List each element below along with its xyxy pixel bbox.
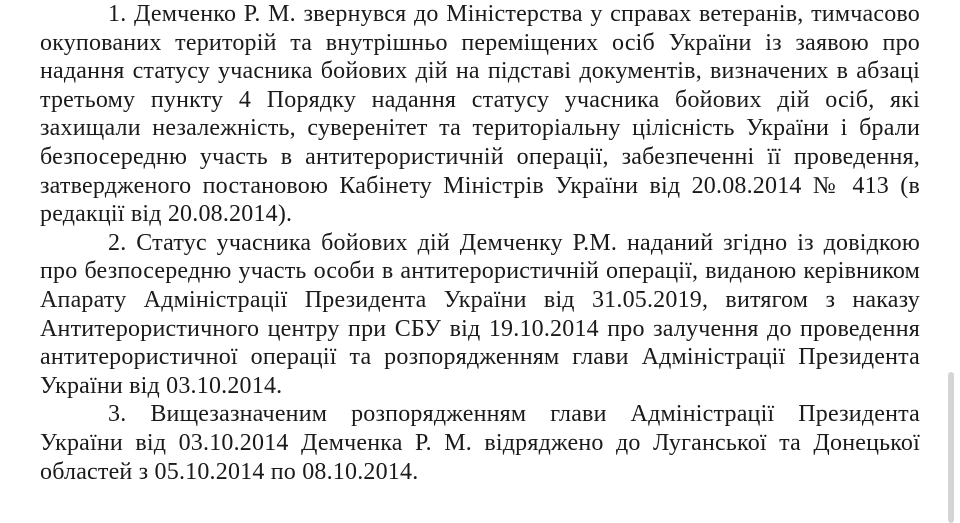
paragraph-3 — [40, 400, 920, 486]
document-body — [40, 0, 920, 486]
paragraph-1-number: 1. — [108, 1, 127, 27]
paragraph-2-number: 2. — [108, 229, 127, 256]
paragraph-2-text: Статус учасника бойових дій Демченку Р.М. наданий згідно із довідкою про безпосередню участь особи в антитерористичній операції, виданою керівником Апарату Адміністрації Президента України від 31.05.2019, витягом з наказу Антитерористичного центру при СБУ від 19.10.2014 про залучення до проведення антитерористичної операції та розпорядженням глави Адміністрації Президента України від 03.10.2014. — [40, 229, 920, 399]
paragraph-2 — [40, 229, 920, 401]
vertical-scrollbar[interactable] — [948, 372, 954, 523]
paragraph-1-text: Демченко Р. М. звернувся до Міністерства у справах ветеранів, тимчасово окупованих територій та внутрішньо переміщених осіб України із заявою про надання статусу учасника бойових дій на підставі документів, визначених в абзаці третьому пункту 4 Порядку надання статусу учасника бойових дій осіб, які захищали незалежність, суверенітет та територіальну цілісність України і брали безпосередню участь в антитерористичній операції, забезпеченні її проведення, затвердженого постановою Кабінету Міністрів України від 20.08.2014 № 413 (в редакції від 20.08.2014). — [40, 1, 920, 228]
paragraph-3-text: Вищезазначеним розпорядженням глави Адміністрації Президента України від 03.10.2014 Демченка Р. М. відряджено до Луганської та Донецької областей з 05.10.2014 по 08.10.2014. — [40, 401, 920, 485]
paragraph-1 — [40, 0, 920, 229]
paragraph-3-number: 3. — [108, 401, 127, 428]
